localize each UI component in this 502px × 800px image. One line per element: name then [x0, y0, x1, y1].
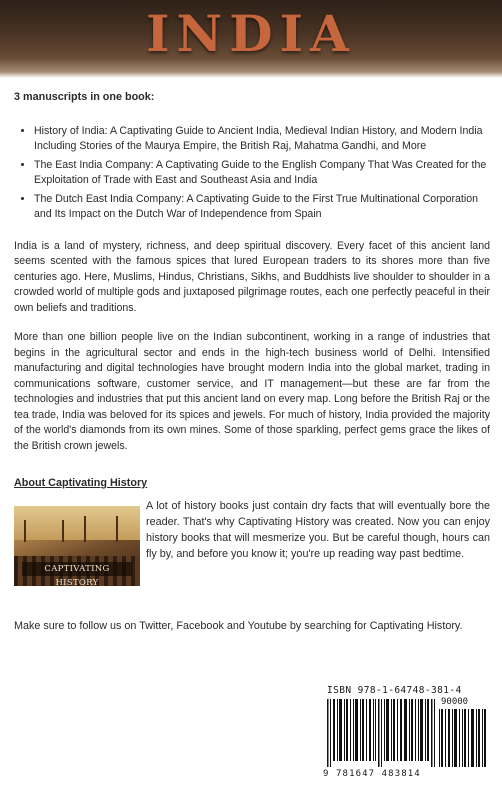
manuscript-list	[14, 124, 490, 223]
isbn-barcode-box	[321, 681, 491, 786]
book-title: INDIA	[146, 4, 356, 63]
price-code: 90000	[441, 697, 469, 707]
back-cover-content	[14, 90, 490, 634]
about-section	[14, 498, 490, 608]
list-item: • The Dutch East India Company: A Captivating Guide to the First True Multinational Corporation and Its Impact on the Dutch War of Independence from Spain	[34, 192, 490, 223]
list-item: • The East India Company: A Captivating Guide to the English Company That Was Created for the Exploitation of Trade with East and Southeast Asia and India	[34, 158, 490, 189]
manuscripts-subtitle: 3 manuscripts in one book:	[14, 91, 155, 103]
isbn-label: ISBN 978-1-64748-381-4	[327, 685, 462, 696]
publisher-image-caption: CAPTIVATING HISTORY	[22, 562, 132, 576]
cover-header-band	[0, 0, 502, 78]
about-text: A lot of history books just contain dry facts that will eventually bore the reader. That's why Captivating History was created. Now you can enjoy history books that will mesmerize you. But be careful though, hours can fly by, and before you know it; you're up reading way past bedtime.	[146, 499, 490, 560]
description-paragraph: More than one billion people live on the Indian subcontinent, working in a range of industries that begins in the agricultural sector and ends in the high-tech business world of Delhi. Intensified manufacturing and digital technologies have brought modern India into the global market, trading in communications software, customer service, and IT management—but these are far from the technologies and industries that put this ancient land on every map. Long before the British Raj or the tea trade, India was beloved for its spices and jewels. For much of history, India provided the majority of the world's diamonds from its own mines. Some of those sparkling, perfect gems grace the likes of the British crown jewels.	[14, 331, 490, 452]
follow-text: Make sure to follow us on Twitter, Facebook and Youtube by searching for Captivating History.	[14, 619, 463, 632]
about-heading: About Captivating History	[14, 477, 148, 489]
description-paragraph: India is a land of mystery, richness, and deep spiritual discovery. Every facet of this ancient land seems scented with the famous spices that lured European traders to its shores more than five centuries ago. Here, Muslims, Hindus, Christians, Sikhs, and Buddhists live shoulder to shoulder in a crowded world of multiple gods and juxtaposed pilgrimage routes, each one perfectly peaceful in their own beliefs and traditions.	[14, 239, 490, 314]
barcode-main	[327, 699, 435, 767]
barcode-addon	[439, 709, 487, 767]
barcode-digits: 9 781647 483814	[323, 769, 421, 779]
publisher-image	[14, 506, 140, 586]
list-item: • History of India: A Captivating Guide to Ancient India, Medieval Indian History, and Modern India Including Stories of the Maurya Empire, the British Raj, Mahatma Gandhi, and More	[34, 124, 490, 155]
